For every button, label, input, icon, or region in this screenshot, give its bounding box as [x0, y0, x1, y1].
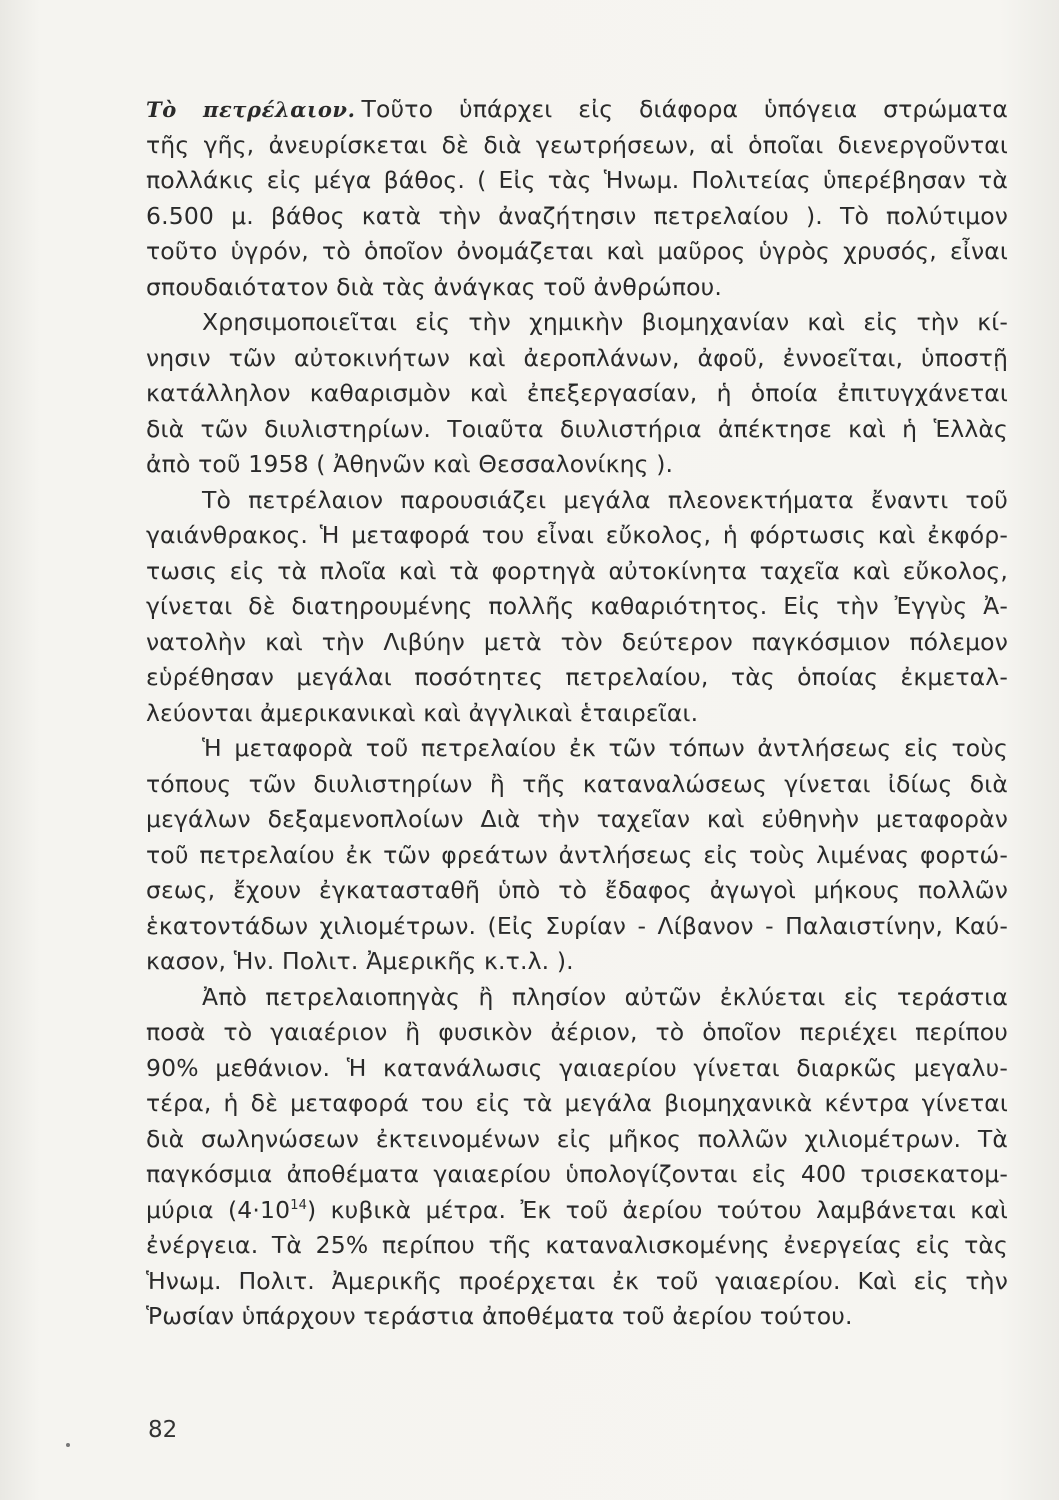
line-text: Χρησιμοποιεῖται εἰς τὴν χημικὴν βιομηχανίαν καὶ εἰς τὴν κί- — [202, 308, 1008, 336]
text-line — [146, 412, 1008, 448]
text-line — [146, 1157, 1008, 1193]
line-text: νησιν τῶν αὐτοκινήτων καὶ ἀεροπλάνων, ἀφοῦ, ἐννοεῖται, ὑποστῇ — [146, 343, 1008, 372]
line-text: μύρια (4·10 — [146, 1195, 291, 1224]
line-text: κασον, Ἡν. Πολιτ. Ἀμερικῆς κ.τ.λ. ). — [146, 947, 574, 975]
text-line — [146, 1122, 1008, 1158]
text-line — [146, 625, 1008, 661]
text-line — [146, 128, 1008, 164]
text-line — [146, 447, 1008, 483]
line-text: Ἡ μεταφορὰ τοῦ πετρελαίου ἐκ τῶν τόπων ἀντλήσεως εἰς τοὺς — [202, 734, 1008, 762]
text-line — [146, 1051, 1008, 1087]
line-text: τωσις εἰς τὰ πλοῖα καὶ τὰ φορτηγὰ αὐτοκίνητα ταχεῖα καὶ εὔκολος, — [146, 556, 1008, 585]
text-line — [146, 483, 1008, 519]
line-text: κατάλληλον καθαρισμὸν καὶ ἐπεξεργασίαν, ἡ ὁποία ἐπιτυγχάνεται — [146, 379, 1008, 407]
line-text: σπουδαιότατον διὰ τὰς ἀνάγκας τοῦ ἀνθρώπου. — [146, 272, 723, 301]
line-text: Τοῦτο ὑπάρχει εἰς διάφορα ὑπόγεια στρώματα — [361, 95, 1008, 123]
text-line — [146, 909, 1008, 945]
line-text: Ἡνωμ. Πολιτ. Ἀμερικῆς προέρχεται ἐκ τοῦ γαιαερίου. Καὶ εἰς τὴν — [146, 1266, 1008, 1295]
text-line — [146, 696, 1008, 732]
text-line — [146, 92, 1008, 128]
section-lead-term: Τὸ πετρέλαιον. — [146, 97, 356, 122]
text-line — [146, 731, 1008, 767]
text-line — [146, 234, 1008, 270]
text-line — [146, 1299, 1008, 1335]
line-text: σεως, ἔχουν ἐγκατασταθῆ ὑπὸ τὸ ἔδαφος ἀγωγοὶ μήκους πολλῶν — [146, 876, 1008, 904]
line-text: ἀπὸ τοῦ 1958 ( Ἀθηνῶν καὶ Θεσσαλονίκης ). — [146, 450, 674, 478]
line-text: ἑκατοντάδων χιλιομέτρων. (Εἰς Συρίαν - Λίβανον - Παλαιστίνην, Καύ- — [146, 911, 1008, 940]
line-text: τέρα, ἡ δὲ μεταφορά του εἰς τὰ μεγάλα βιομηχανικὰ κέντρα γίνεται — [146, 1089, 1008, 1117]
line-text: εὑρέθησαν μεγάλαι ποσότητες πετρελαίου, τὰς ὁποίας ἐκμεταλ- — [146, 663, 1008, 691]
line-text: Τὸ πετρέλαιον παρουσιάζει μεγάλα πλεονεκτήματα ἔναντι τοῦ — [202, 485, 1008, 514]
text-line — [146, 305, 1008, 341]
text-line — [146, 1264, 1008, 1300]
text-line — [146, 589, 1008, 625]
line-text: Ἀπὸ πετρελαιοπηγὰς ἢ πλησίον αὐτῶν ἐκλύεται εἰς τεράστια — [202, 982, 1008, 1011]
text-line — [146, 802, 1008, 838]
line-text: γίνεται δὲ διατηρουμένης πολλῆς καθαριότητος. Εἰς τὴν Ἐγγὺς Ἀ- — [146, 592, 1008, 620]
text-line — [146, 838, 1008, 874]
line-text: μεγάλων δεξαμενοπλοίων Διὰ τὴν ταχεῖαν καὶ εὐθηνὴν μεταφορὰν — [146, 805, 1008, 833]
line-text: 90% μεθάνιον. Ἡ κατανάλωσις γαιαερίου γίνεται διαρκῶς μεγαλυ- — [146, 1053, 1008, 1082]
text-line — [146, 270, 1008, 306]
line-text: ποσὰ τὸ γαιαέριον ἢ φυσικὸν ἀέριον, τὸ ὁποῖον περιέχει περίπου — [146, 1018, 1008, 1046]
line-text: Ῥωσίαν ὑπάρχουν τεράστια ἀποθέματα τοῦ ἀερίου τούτου. — [146, 1302, 853, 1330]
text-line — [146, 944, 1008, 980]
line-text: τῆς γῆς, ἀνευρίσκεται δὲ διὰ γεωτρήσεων, αἱ ὁποῖαι διενεργοῦνται — [146, 130, 1008, 159]
text-line — [146, 518, 1008, 554]
exponent: 14 — [290, 1197, 308, 1213]
line-text: ἐνέργεια. Τὰ 25% περίπου τῆς καταναλισκομένης ἐνεργείας εἰς τὰς — [146, 1231, 1008, 1259]
line-text: νατολὴν καὶ τὴν Λιβύην μετὰ τὸν δεύτερον παγκόσμιον πόλεμον — [146, 627, 1008, 656]
line-text: διὰ σωληνώσεων ἐκτεινομένων εἰς μῆκος πολλῶν χιλιομέτρων. Τὰ — [146, 1124, 1008, 1153]
text-line — [146, 1193, 1008, 1229]
line-text: 6.500 μ. βάθος κατὰ τὴν ἀναζήτησιν πετρελαίου ). Τὸ πολύτιμον — [146, 201, 1008, 230]
text-line — [146, 341, 1008, 377]
line-text: τοῦ πετρελαίου ἐκ τῶν φρεάτων ἀντλήσεως εἰς τοὺς λιμένας φορτώ- — [146, 840, 1008, 869]
line-text: παγκόσμια ἀποθέματα γαιαερίου ὑπολογίζονται εἰς 400 τρισεκατομ- — [146, 1160, 1008, 1188]
line-text: τοῦτο ὑγρόν, τὸ ὁποῖον ὀνομάζεται καὶ μαῦρος ὑγρὸς χρυσός, εἶναι — [146, 237, 1008, 265]
line-text: τόπους τῶν διυλιστηρίων ἢ τῆς καταναλώσεως γίνεται ἰδίως διὰ — [146, 769, 1008, 798]
body-text — [146, 92, 1008, 1335]
text-line — [146, 980, 1008, 1016]
text-line — [146, 660, 1008, 696]
line-text: λεύονται ἀμερικανικαὶ καὶ ἀγγλικαὶ ἑταιρεῖαι. — [146, 698, 699, 727]
text-line — [146, 376, 1008, 412]
text-line — [146, 1228, 1008, 1264]
text-line — [146, 1086, 1008, 1122]
text-line — [146, 873, 1008, 909]
line-text: γαιάνθρακος. Ἡ μεταφορά του εἶναι εὔκολος, ἡ φόρτωσις καὶ ἐκφόρ- — [146, 521, 1008, 549]
line-text-continued: ) κυβικὰ μέτρα. Ἐκ τοῦ ἀερίου τούτου λαμβάνεται καὶ — [307, 1195, 1008, 1224]
paper-speck — [66, 1443, 70, 1447]
text-line — [146, 199, 1008, 235]
line-text: διὰ τῶν διυλιστηρίων. Τοιαῦτα διυλιστήρια ἀπέκτησε καὶ ἡ Ἑλλὰς — [146, 414, 1008, 443]
text-line — [146, 163, 1008, 199]
text-line — [146, 767, 1008, 803]
text-line — [146, 1015, 1008, 1051]
text-line — [146, 554, 1008, 590]
page-number: 82 — [148, 1417, 178, 1443]
line-text: πολλάκις εἰς μέγα βάθος. ( Εἰς τὰς Ἡνωμ. Πολιτείας ὑπερέβησαν τὰ — [146, 166, 1008, 194]
